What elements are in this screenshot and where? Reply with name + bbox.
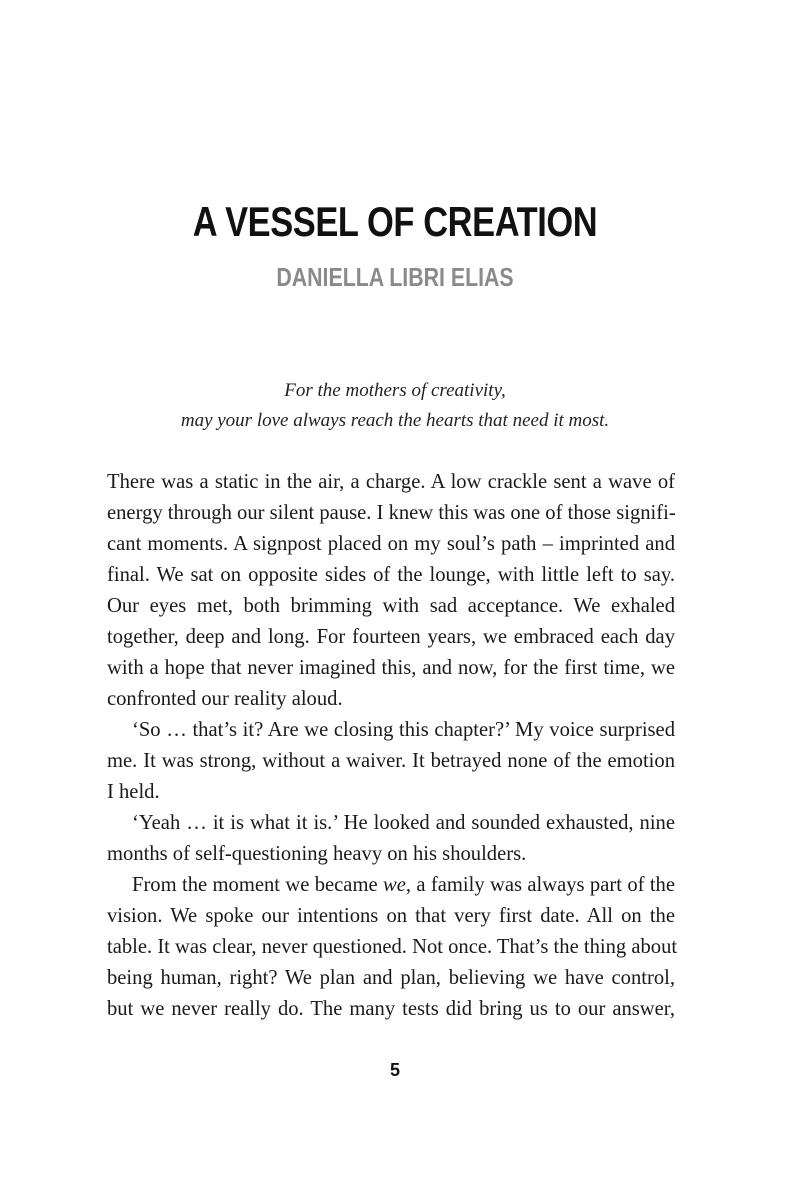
body-line: together, deep and long. For fourteen years, we embraced each day: [107, 626, 675, 648]
body-line: table. It was clear, never questioned. Not once. That’s the thing about: [107, 936, 678, 958]
page-number: 5: [389, 1060, 400, 1080]
body-line: There was a static in the air, a charge. A low crackle sent a wave of: [107, 471, 675, 493]
body-line: ‘So … that’s it? Are we closing this chapter?’ My voice surprised: [132, 719, 675, 741]
emphasis-we: we: [382, 874, 406, 896]
body-line: energy through our silent pause. I knew this was one of those signifi-: [107, 502, 676, 524]
body-line: but we never really do. The many tests did bring us to our answer,: [107, 998, 675, 1020]
body-text-run: From the moment we became: [132, 874, 383, 896]
body-line: cant moments. A signpost placed on my soul’s path – imprinted and: [107, 533, 675, 555]
chapter-title: A VESSEL OF CREATION: [192, 198, 598, 245]
body-line: final. We sat on opposite sides of the lounge, with little left to say.: [107, 564, 675, 586]
body-line: Our eyes met, both brimming with sad acceptance. We exhaled: [107, 595, 675, 617]
body-line: me. It was strong, without a waiver. It betrayed none of the emotion: [107, 750, 675, 772]
body-text-run: , a family was always part of the: [405, 874, 675, 896]
body-line: being human, right? We plan and plan, believing we have control,: [107, 967, 675, 989]
body-line: confronted our reality aloud.: [107, 688, 343, 710]
dedication-line: For the mothers of creativity,: [284, 380, 506, 401]
body-text: [107, 467, 678, 1025]
author-name: DANIELLA LIBRI ELIAS: [276, 262, 514, 292]
dedication-line: may your love always reach the hearts that need it most.: [180, 410, 610, 431]
body-line: with a hope that never imagined this, and now, for the first time, we: [107, 657, 675, 679]
dedication: [0, 376, 790, 436]
body-line: [107, 870, 675, 901]
body-line: I held.: [107, 781, 160, 803]
body-line: months of self-questioning heavy on his shoulders.: [107, 843, 527, 865]
body-line: ‘Yeah … it is what it is.’ He looked and sounded exhausted, nine: [132, 812, 675, 834]
body-line: vision. We spoke our intentions on that very first date. All on the: [107, 905, 675, 927]
